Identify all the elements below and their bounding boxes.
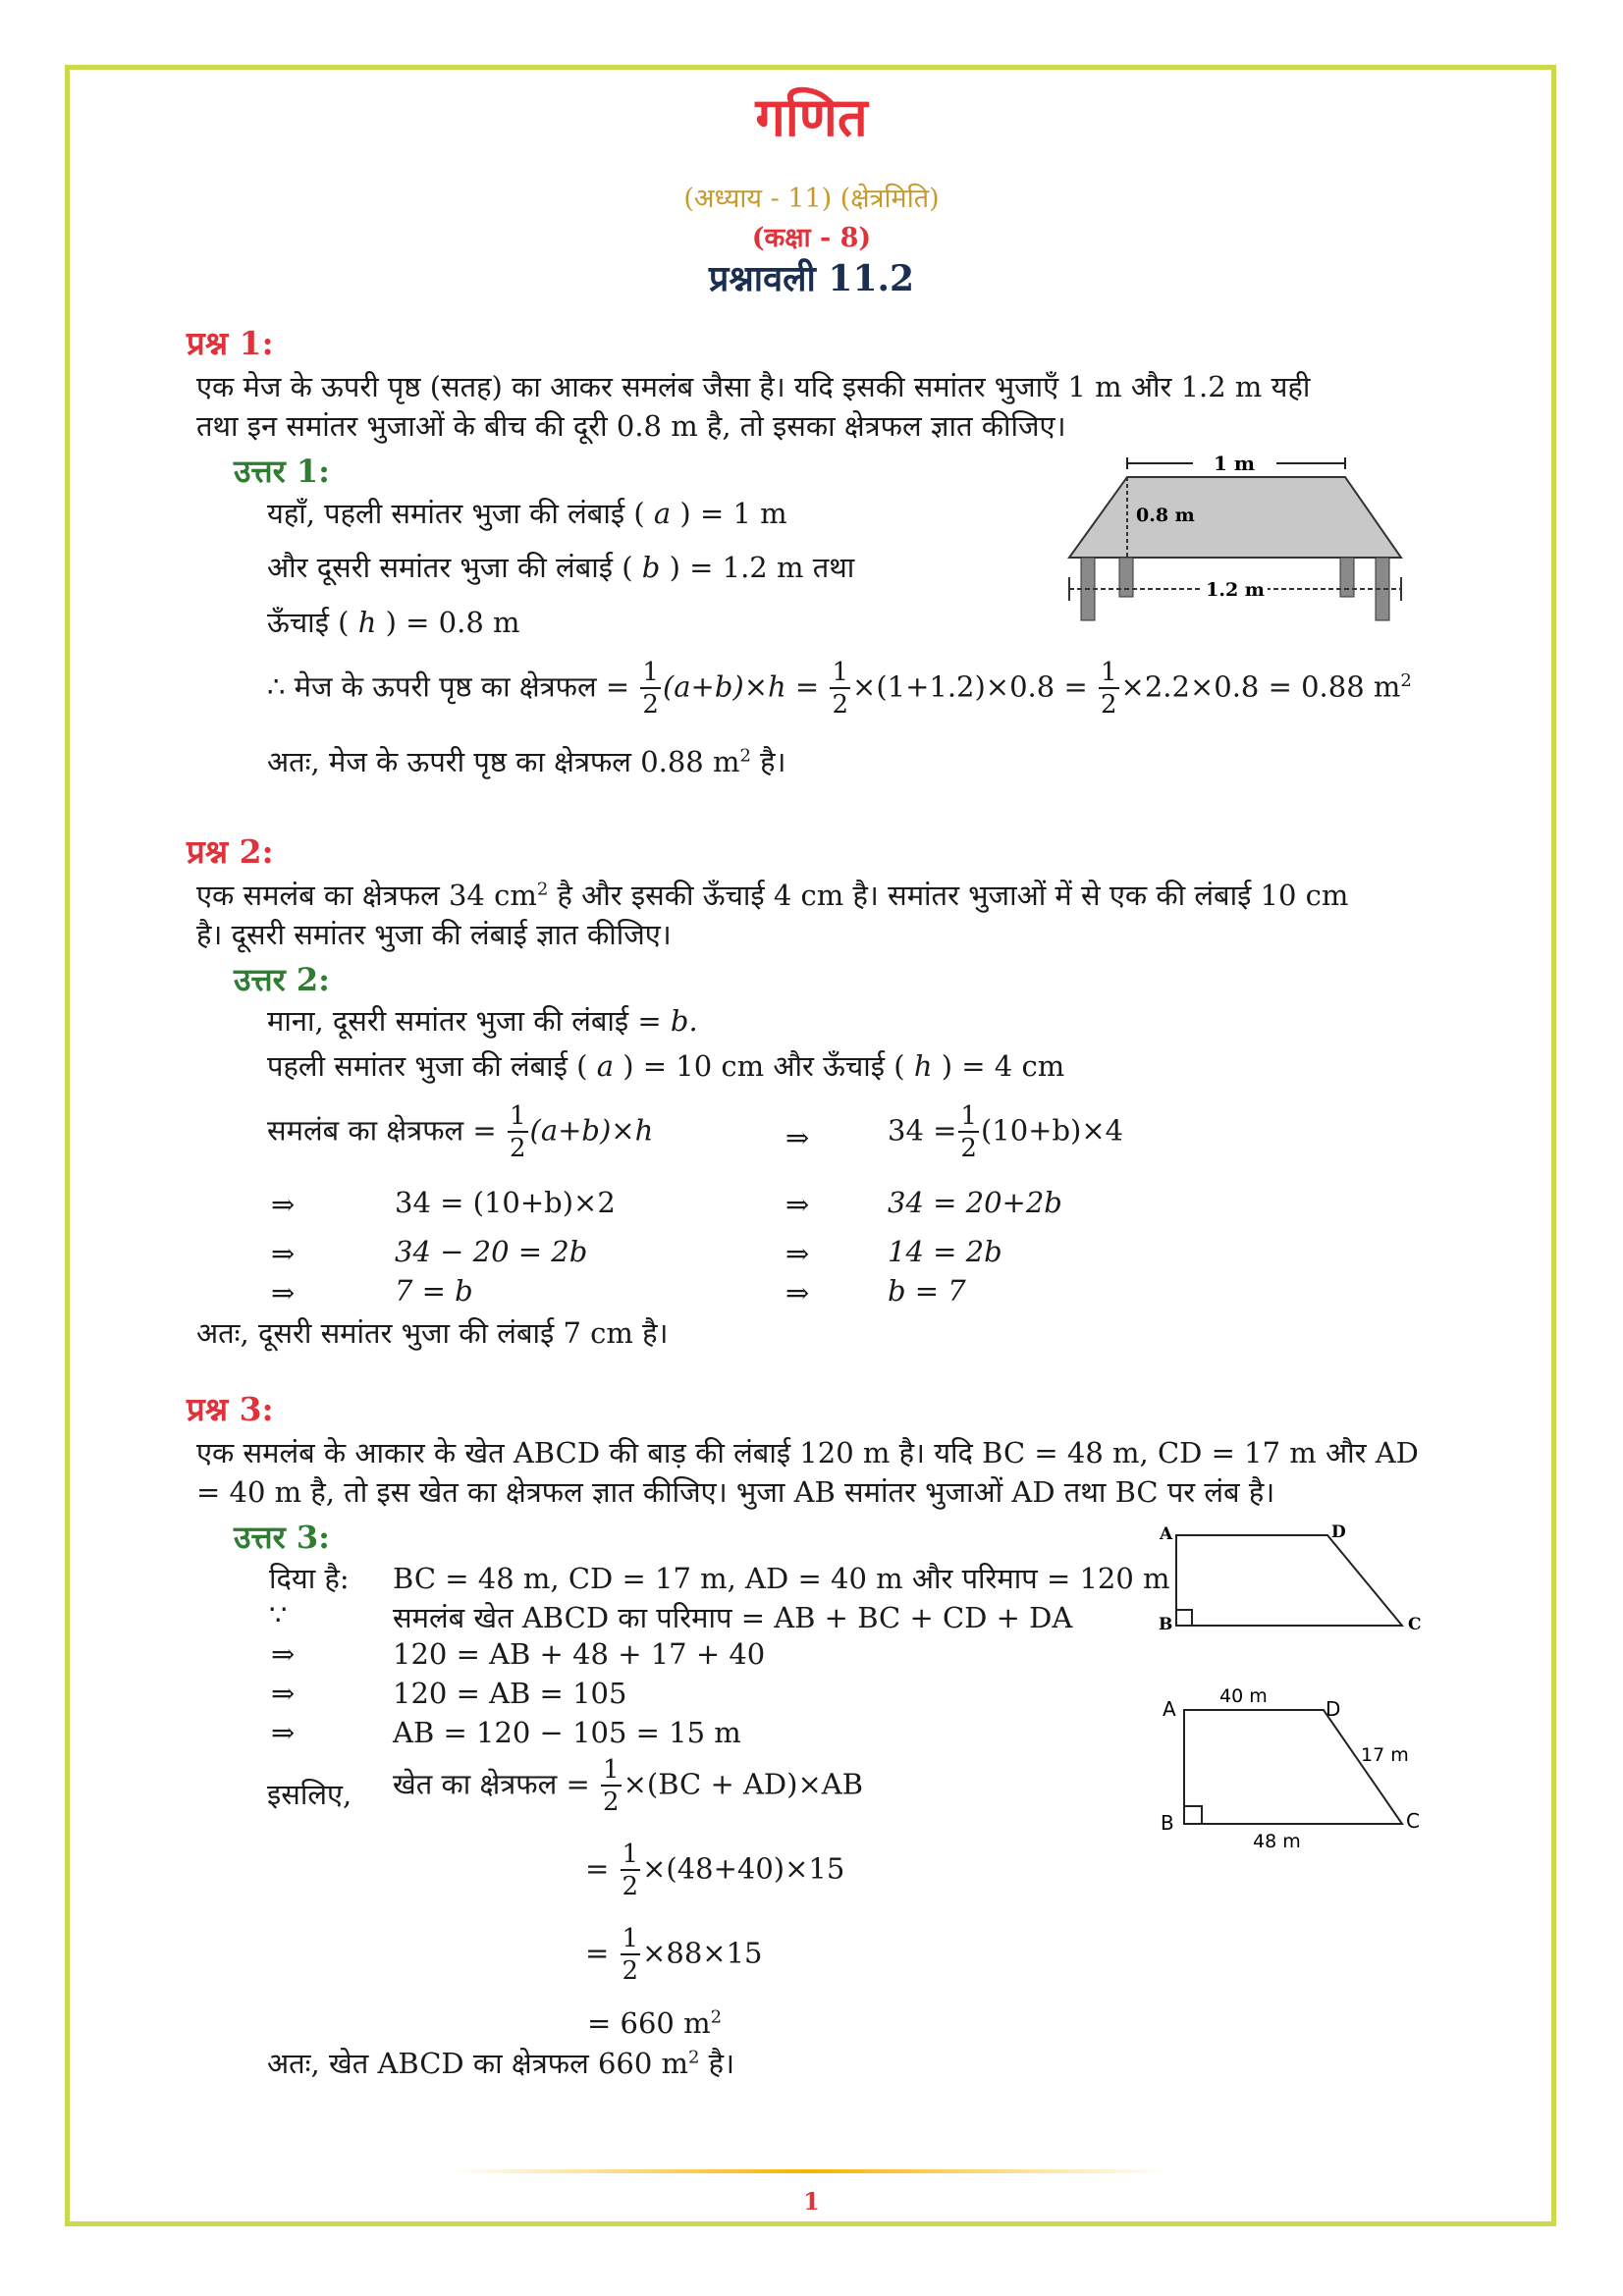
fraction-half: $\frac{1}{2}$ (832, 658, 849, 720)
label-height-0-8m: 0.8 m (1136, 505, 1195, 526)
answer-2-right-step0: 34 = $\frac{1}{2}$ (10+b)×4 (888, 1101, 1124, 1163)
arrow: ⇒ (271, 1276, 296, 1309)
vertex-b: B (1161, 1811, 1174, 1835)
page-number: 1 (803, 2187, 820, 2216)
answer-3-label: उत्तर 3: (234, 1519, 330, 1556)
field-trapezium-figure-2 (1149, 1681, 1434, 1857)
answer-3-result: = 660 $m^2$ (587, 2006, 723, 2040)
answer-3-area-step1: = $\frac{1}{2}$ ×(48+40)×15 (585, 1840, 845, 1901)
answer-1-line2: और दूसरी समांतर भुजा की लंबाई ( b ) = 1.2 m तथा (267, 551, 855, 584)
arrow: ⇒ (785, 1276, 810, 1309)
answer-1-line3: ऊँचाई ( h ) = 0.8 m (267, 606, 520, 639)
label-bottom-1-2m: 1.2 m (1206, 579, 1265, 601)
question-3-text-line2: = 40 m है, तो इस खेत का क्षेत्रफल ज्ञात कीजिए। भुजा AB समांतर भुजाओं AD तथा BC पर लंब है। (196, 1475, 1275, 1509)
fraction-half: $\frac{1}{2}$ (509, 1101, 526, 1163)
footer-divider (452, 2169, 1168, 2173)
vertex-d: D (1331, 1522, 1346, 1542)
answer-1-calculation: ∴ मेज के ऊपरी पृष्ठ का क्षेत्रफल = $\frac{1}{2}$ (a+b)×h = $\frac{1}{2}$ ×(1+1.2)×0.8 = $\frac{1}{2}$ ×2.2×0.8 = 0.88 $m^2$ (267, 658, 1412, 720)
fraction-half: $\frac{1}{2}$ (622, 1924, 639, 1986)
arrow: ⇒ (271, 1716, 296, 1749)
page-title: गणित (755, 86, 868, 148)
fraction-half: $\frac{1}{2}$ (642, 658, 659, 720)
arrow: ⇒ (785, 1188, 810, 1221)
answer-2-left-step2: 34 − 20 = 2b (395, 1235, 588, 1268)
label-top-1m: 1 m (1213, 452, 1256, 475)
answer-2-left-step1: 34 = (10+b)×2 (395, 1186, 616, 1219)
answer-1-label: उत्तर 1: (234, 453, 330, 490)
answer-2-conclusion: अतः, दूसरी समांतर भुजा की लंबाई 7 cm है। (196, 1316, 669, 1350)
because-symbol: ∵ (269, 1598, 288, 1631)
vertex-d: D (1325, 1697, 1341, 1721)
answer-2-left-step3: 7 = b (395, 1274, 473, 1308)
answer-3-conclusion: अतः, खेत ABCD का क्षेत्रफल 660 $m^2$ है। (267, 2047, 735, 2080)
chapter-subtitle: (अध्याय - 11) (क्षेत्रमिति) (683, 184, 940, 214)
vertex-a: A (1163, 1697, 1176, 1721)
arrow: ⇒ (271, 1188, 296, 1221)
fraction-half: $\frac{1}{2}$ (603, 1755, 620, 1817)
arrow: ⇒ (271, 1637, 296, 1671)
question-2-label: प्रश्न 2: (187, 832, 274, 871)
answer-2-label: उत्तर 2: (234, 961, 330, 998)
vertex-c: C (1406, 1809, 1420, 1833)
answer-3-area-formula: खेत का क्षेत्रफल = $\frac{1}{2}$ ×(BC + AD)×AB (393, 1755, 864, 1817)
vertex-c: C (1408, 1615, 1422, 1634)
arrow: ⇒ (271, 1677, 296, 1710)
question-3-label: प्रश्न 3: (187, 1390, 274, 1428)
answer-1-conclusion: अतः, मेज के ऊपरी पृष्ठ का क्षेत्रफल 0.88 $m^2$ है। (267, 745, 786, 778)
question-1-text-line1: एक मेज के ऊपरी पृष्ठ (सतह) का आकर समलंब जैसा है। यदि इसकी समांतर भुजाएँ 1 m और 1.2 m यही (196, 370, 1311, 403)
answer-2-right-step3: b = 7 (888, 1274, 966, 1308)
answer-2-right-step2: 14 = 2b (888, 1235, 1002, 1268)
question-1-text-line2: तथा इन समांतर भुजाओं के बीच की दूरी 0.8 m है, तो इसका क्षेत्रफल ज्ञात कीजिए। (196, 409, 1066, 443)
arrow: ⇒ (271, 1237, 296, 1270)
vertex-a: A (1160, 1524, 1173, 1544)
arrow: ⇒ (785, 1237, 810, 1270)
answer-3-step3: AB = 120 − 105 = 15 m (393, 1716, 741, 1749)
answer-2-line1: माना, दूसरी समांतर भुजा की लंबाई = b. (267, 1004, 698, 1038)
label-17m: 17 m (1361, 1744, 1409, 1766)
perimeter-statement: समलंब खेत ABCD का परिमाप = AB + BC + CD + DA (393, 1601, 1073, 1634)
hence-label: इसलिए, (267, 1778, 352, 1811)
question-2-text-line1: एक समलंब का क्षेत्रफल 34 $cm^2$ है और इसकी ऊँचाई 4 cm है। समांतर भुजाओं में से एक की लंबाई 10 cm (196, 879, 1349, 912)
answer-2-line2: पहली समांतर भुजा की लंबाई ( a ) = 10 cm और ऊँचाई ( h ) = 4 cm (267, 1049, 1065, 1083)
answer-3-step1: 120 = AB + 48 + 17 + 40 (393, 1637, 766, 1671)
vertex-b: B (1159, 1615, 1173, 1634)
given-label: दिया है: (269, 1562, 350, 1595)
arrow: ⇒ (785, 1121, 810, 1154)
table-trapezium-figure (1055, 438, 1419, 634)
label-48m: 48 m (1253, 1831, 1301, 1852)
answer-1-line1: यहाँ, पहली समांतर भुजा की लंबाई ( a ) = 1 m (267, 497, 787, 530)
question-2-text-line2: है। दूसरी समांतर भुजा की लंबाई ज्ञात कीजिए। (196, 918, 672, 951)
answer-3-area-step2: = $\frac{1}{2}$ ×88×15 (585, 1924, 763, 1986)
exercise-heading: प्रश्नावली 11.2 (708, 258, 915, 299)
given-text: BC = 48 m, CD = 17 m, AD = 40 m और परिमाप = 120 m (393, 1562, 1170, 1595)
label-40m: 40 m (1219, 1685, 1268, 1707)
answer-2-formula: समलंब का क्षेत्रफल = $\frac{1}{2}$ (a+b)×h (267, 1101, 654, 1163)
question-1-label: प्रश्न 1: (187, 324, 274, 362)
field-trapezium-figure-1 (1149, 1520, 1434, 1637)
question-3-text-line1: एक समलंब के आकार के खेत ABCD की बाड़ की लंबाई 120 m है। यदि BC = 48 m, CD = 17 m और AD (196, 1436, 1419, 1469)
fraction-half: $\frac{1}{2}$ (1100, 658, 1117, 720)
answer-3-step2: 120 = AB = 105 (393, 1677, 627, 1710)
fraction-half: $\frac{1}{2}$ (622, 1840, 639, 1901)
class-subtitle: (कक्षा - 8) (751, 223, 872, 253)
fraction-half: $\frac{1}{2}$ (960, 1101, 977, 1163)
answer-2-right-step1: 34 = 20+2b (888, 1186, 1062, 1219)
